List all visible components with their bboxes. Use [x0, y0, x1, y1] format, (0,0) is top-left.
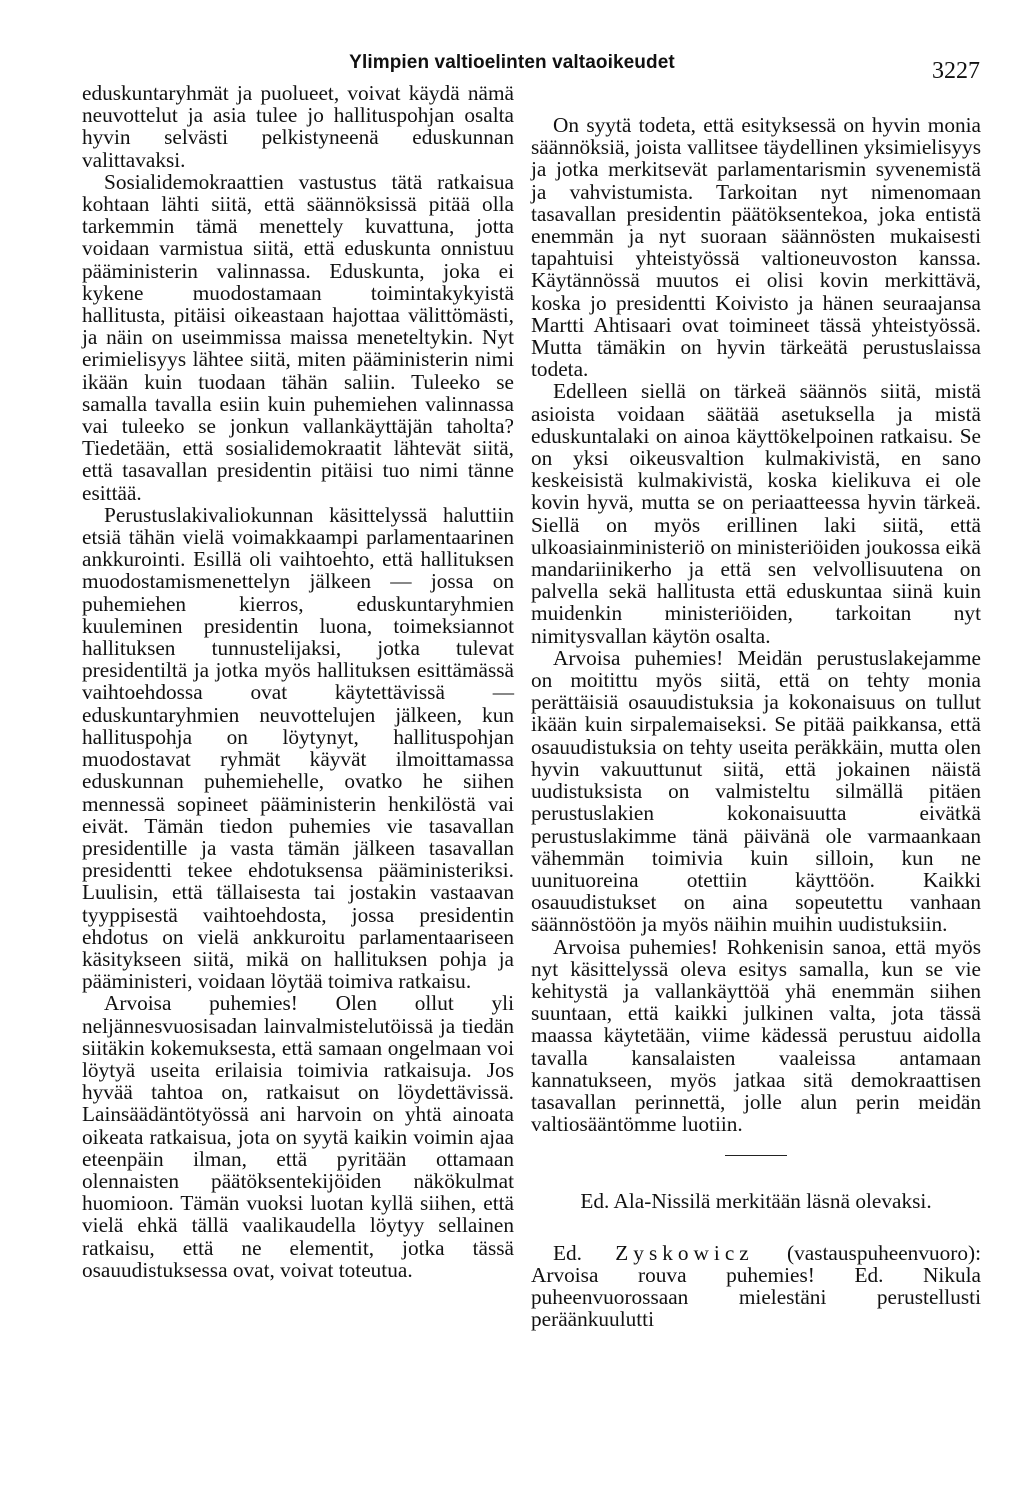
- paragraph: eduskuntaryhmät ja puolueet, voivat käydä nämä neuvottelut ja asia tulee jo hallituspohjan osalta hyvin selvästi pelkistyneenä eduskunnan valittavaksi.: [82, 81, 514, 172]
- right-column: [531, 114, 981, 1330]
- page-number: 3227: [932, 58, 980, 84]
- paragraph: Arvoisa puhemies! Meidän perustuslakejamme on moitittu myös siitä, että on tehty monia perättäisiä osauudistuksia ja kokonaisuus on tullut ikään kuin sirpalemaiseksi. Se pitää paikkansa, että osauudistuksia on tehty useita peräkkäin, mutta olen hyvin vakuuttunut siitä, että jokainen näistä uudistuksista on valmisteltu silmällä pitäen perustuslakien kokonaisuutta eivätkä perustuslakimme tänä päivänä ole varmaankaan vähemmän toimivia kuin silloin, kun ne uunituoreina otettiin käyttöön. Kaikki osauudistukset on aina sopeutettu vanhaan säännöstöön ja myös näihin muihin uudistuksiin.: [531, 645, 981, 937]
- running-title: Ylimpien valtioelinten valtaoikeudet: [349, 52, 675, 73]
- paragraph: Perustuslakivaliokunnan käsittelyssä haluttiin etsiä tähän vielä voimakkaampi parlamentaarinen ankkurointi. Esillä oli vaihtoehto, että hallituksen muodostamismenettelyn jälkeen — jossa on puhemiehen kierros, eduskuntaryhmien kuuleminen presidentin luona, toimeksiannot hallituksen tunnustelijaksi, jotka tulevat presidentiltä ja jotka myös hallituksen esittämässä vaihtoehdossa ovat käytettävissä — eduskuntaryhmien neuvottelujen jälkeen, kun hallituspohja on löytynyt, hallituspohjan muodostavat ryhmät käyvät ilmoittamassa eduskunnan puhemiehelle, ovatko he siihen mennessä sopineet pääministerin henkilöstä vai eivät. Tämän tiedon puhemies vie tasavallan presidentille ja vasta tämän jälkeen tasavallan presidentti tekee ehdotuksensa pääministeriksi. Luulisin, että tällaisesta tai jostakin vastaavan tyyppisestä vaihtoehdosta, jossa presidentin ehdotus on vielä ankkuroitu parlamentaariseen käsitykseen siitä, mikä on hallituksen pohja ja pääministeri, voidaan löytää toimiva ratkaisu.: [82, 502, 514, 994]
- paragraph: On syytä todeta, että esityksessä on hyvin monia säännöksiä, joista vallitsee täydellinen yksimielisyys ja jotka merkitsevät parlamentarismin syvenemistä ja vahvistumista. Tarkoitan nyt nimenomaan tasavallan presidentin päätöksentekoa, joka entistä enemmän ja nyt suoraan säännösten mukaisesti tapahtuisi yhteistyössä valtioneuvoston kanssa. Käytännössä muutos ei olisi kovin merkittävä, koska jo presidentti Koivisto ja hänen seuraajansa Martti Ahtisaari ovat toimineet tässä yhteistyössä. Mutta tämäkin on hyvin tärkeätä perustuslaissa todeta.: [531, 113, 981, 382]
- paragraph: Arvoisa puhemies! Rohkenisin sanoa, että myös nyt käsittelyssä oleva esitys samalla, kun se vie kehitystä ja vallankäyttöä yhä enemmän siihen suuntaan, että kaikki julkinen valta, jota tässä maassa käytetään, viime kädessä perustuu aidolla tavalla kansalaisten vaaleissa antamaan kannatukseen, myös jatkaa sitä demokraattisen tasavallan perinnettä, jolle alun perin meidän valtiosääntömme luotiin.: [531, 934, 981, 1137]
- paragraph: Edelleen siellä on tärkeä säännös siitä, mistä asioista voidaan säätää asetuksella ja mistä eduskuntalaki on ainoa käyttökelpoinen ratkaisu. Se on yksi oikeusvaltion kulmakivistä, en sano keskeisistä kulmakivistä, koska kielikuva ei ole kovin hyvä, mutta se on periaatteessa hyvin tärkeä. Siellä on myös erillinen laki siitä, että ulkoasiainministeriö on ministeriöiden joukossa eikä mandariinikerho ja että sen velvollisuutena on palvella sekä hallitusta että eduskuntaa siinä kuin muidenkin ministeriöiden, tarkoitan nyt nimitysvallan käytön osalta.: [531, 379, 981, 648]
- left-column: [82, 82, 514, 1281]
- speaker-name: Zyskowicz: [615, 1240, 754, 1265]
- paragraph: Arvoisa puhemies! Olen ollut yli neljännesvuosisadan lainvalmistelutöissä ja tiedän siitäkin kokemuksesta, että samaan ongelmaan voi löytyä useita erilaisia toimivia ratkaisuja. Jos hyvää tahtoa on, ratkaisut on löydettävissä. Lainsäädäntötyössä ani harvoin on yhtä ainoata oikeata ratkaisua, jota on syytä kaikin voimin ajaa eteenpäin ilman, että pyritään ottamaan olennaisten päätöksentekijöiden näkökulmat huomioon. Tämän vuoksi luotan kyllä siihen, että vielä ehkä tällä vaalikaudella löytyy sellainen ratkaisu, että ne elementit, jotka tässä osauudistuksessa ovat, voivat toteutua.: [82, 991, 514, 1282]
- section-divider: [725, 1155, 787, 1156]
- speaker-paragraph: [531, 1242, 981, 1331]
- speaker-role: (vastauspuheenvuoro):: [787, 1240, 982, 1265]
- attendance-note: Ed. Ala-Nissilä merkitään läsnä olevaksi.: [580, 1189, 932, 1214]
- paragraph: Sosialidemokraattien vastustus tätä ratkaisua kohtaan lähti siitä, että säännöksissä pitää olla tarkemmin tämä menettely kuvattuna, jotta voidaan varmistua siitä, että eduskunta onnistuu pääministerin valinnassa. Eduskunta, joka ei kykene muodostamaan toimintakykyistä hallitusta, pitäisi oikeastaan hajottaa välittömästi, ja näin on useimmissa maissa meneteltykin. Nyt erimielisyys lähtee siitä, miten pääministerin nimi ikään kuin tuodaan tähän saliin. Tuleeko se samalla tavalla esiin kuin puhemiehen valinnassa vai tuleeko se jonkun vallankäyttäjän taholta? Tiedetään, että sosialidemokraatit lähtevät siitä, että tasavallan presidentin pitäisi tuo nimi tänne esittää.: [82, 169, 514, 505]
- spacer: [725, 1225, 787, 1226]
- speaker-text: Arvoisa rouva puhemies! Ed. Nikula puheenvuorossaan mielestäni perustellusti peräänkuulutti: [531, 1262, 981, 1332]
- speaker-prefix: Ed.: [553, 1240, 582, 1265]
